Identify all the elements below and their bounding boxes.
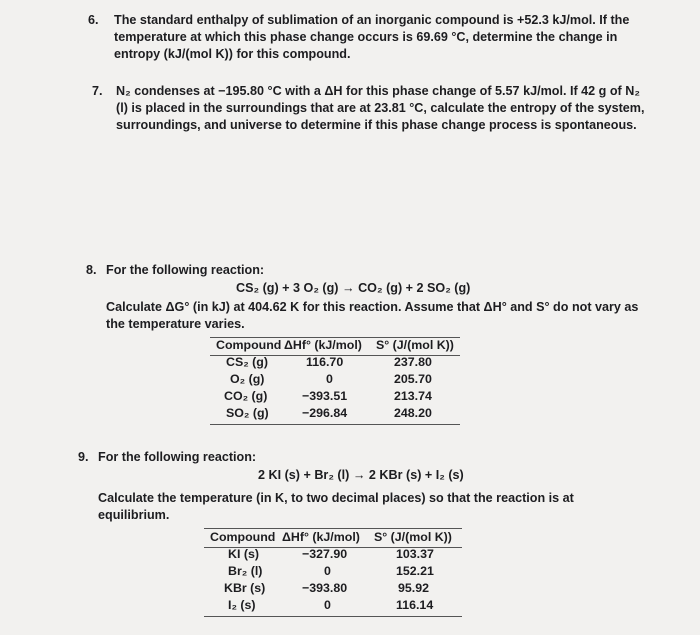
question-text-line: The standard enthalpy of sublimation of an inorganic compound is +52.3 kJ/mol. If the	[114, 13, 630, 27]
compound-cell: O₂ (g)	[230, 372, 265, 386]
entropy-cell: 116.14	[396, 598, 434, 612]
enthalpy-cell: 0	[324, 598, 331, 612]
entropy-cell: 248.20	[394, 406, 432, 420]
compound-cell: Br₂ (l)	[228, 564, 263, 578]
reaction-equation: CS₂ (g) + 3 O₂ (g) → CO₂ (g) + 2 SO₂ (g)	[236, 281, 471, 295]
enthalpy-cell: −327.90	[302, 547, 348, 561]
question-number: 7.	[92, 84, 103, 98]
compound-cell: KI (s)	[228, 547, 259, 561]
reaction-equation: 2 KI (s) + Br₂ (l) → 2 KBr (s) + I₂ (s)	[258, 468, 464, 482]
table-row	[204, 547, 462, 564]
question-number: 6.	[88, 13, 99, 27]
compound-cell: I₂ (s)	[228, 598, 256, 612]
column-header: Compound	[216, 338, 282, 352]
question-intro: For the following reaction:	[98, 450, 257, 464]
compound-cell: KBr (s)	[224, 581, 266, 595]
table-row	[210, 389, 460, 406]
table-row	[210, 406, 460, 423]
enthalpy-cell: 0	[324, 564, 331, 578]
question-text-line: the temperature varies.	[106, 317, 245, 331]
question-text-line: temperature at which this phase change occurs is 69.69 °C, determine the change in	[114, 30, 618, 44]
table-row	[210, 372, 460, 389]
column-header: S° (J/(mol K))	[374, 530, 452, 544]
table-header-row	[210, 338, 460, 355]
table-rule	[210, 424, 460, 425]
thermo-table-q8	[210, 338, 460, 423]
question-intro: For the following reaction:	[106, 263, 265, 277]
column-header: S° (J/(mol K))	[376, 338, 454, 352]
question-text-line: equilibrium.	[98, 508, 170, 522]
entropy-cell: 95.92	[398, 581, 430, 595]
table-header-row	[204, 530, 462, 547]
compound-cell: SO₂ (g)	[226, 406, 269, 420]
entropy-cell: 103.37	[396, 547, 434, 561]
question-number: 8.	[86, 263, 97, 277]
table-row	[204, 598, 462, 615]
table-rule	[204, 528, 462, 529]
entropy-cell: 237.80	[394, 355, 432, 369]
question-text-line: entropy (kJ/(mol K)) for this compound.	[114, 47, 351, 61]
enthalpy-cell: 116.70	[306, 355, 344, 369]
entropy-cell: 152.21	[396, 564, 434, 578]
entropy-cell: 213.74	[394, 389, 432, 403]
question-text-line: surroundings, and universe to determine if this phase change process is spontaneous.	[116, 118, 637, 132]
compound-cell: CS₂ (g)	[226, 355, 268, 369]
table-rule	[204, 616, 462, 617]
enthalpy-cell: −393.51	[302, 389, 348, 403]
table-row	[210, 355, 460, 372]
column-header: Compound	[210, 530, 276, 544]
enthalpy-cell: 0	[326, 372, 333, 386]
question-number: 9.	[78, 450, 89, 464]
entropy-cell: 205.70	[394, 372, 432, 386]
question-text-line: (l) is placed in the surroundings that are at 23.81 °C, calculate the entropy of the system,	[116, 101, 645, 115]
table-row	[204, 581, 462, 598]
question-text-line: N₂ condenses at −195.80 °C with a ΔH for this phase change of 5.57 kJ/mol. If 42 g of N₂	[116, 84, 640, 98]
column-header: ΔHf° (kJ/mol)	[284, 338, 362, 352]
enthalpy-cell: −393.80	[302, 581, 348, 595]
question-text-line: Calculate ΔG° (in kJ) at 404.62 K for this reaction. Assume that ΔH° and S° do not vary as	[106, 300, 639, 314]
thermo-table-q9	[204, 530, 462, 615]
table-row	[204, 564, 462, 581]
enthalpy-cell: −296.84	[302, 406, 348, 420]
column-header: ΔHf° (kJ/mol)	[282, 530, 360, 544]
question-text-line: Calculate the temperature (in K, to two decimal places) so that the reaction is at	[98, 491, 574, 505]
compound-cell: CO₂ (g)	[224, 389, 268, 403]
